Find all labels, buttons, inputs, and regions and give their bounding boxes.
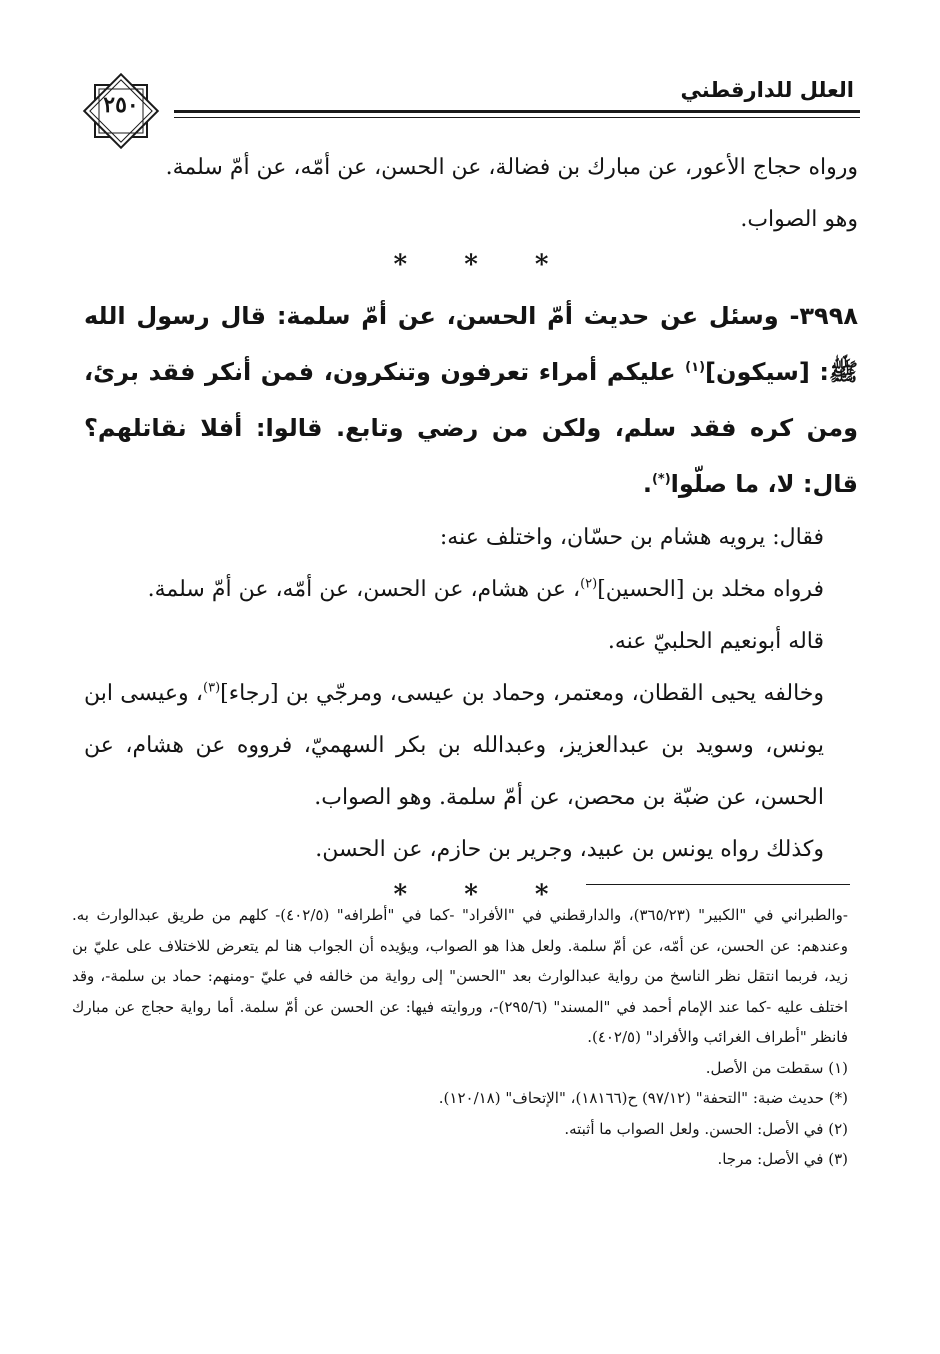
- footnote-ref: (١): [685, 360, 706, 375]
- paragraph-text: ، وعيسى ابن يونس، وسويد بن عبدالعزيز، وعبدالله بن بكر السهميّ، فرووه عن هشام، عن الحسن، عن ضبّة بن محصن، عن أمّ سلمة. وهو الصواب.: [84, 681, 824, 810]
- footnote-ref: (٣): [203, 680, 221, 696]
- footnote-ref: (٢): [580, 576, 598, 592]
- entry-text: .: [642, 470, 652, 498]
- paragraph: فقال: يرويه هشام بن حسّان، واختلف عنه:: [439, 525, 824, 550]
- entry-text: ٣٩٩٨- وسئل عن حديث أمّ الحسن، عن أمّ سلمة: قال رسول الله ﷺ: [سيكون]: [84, 302, 859, 386]
- footnote: (*) حديث ضبة: "التحفة" (٩٧/١٢) ح(١٨١٦٦)، "الإتحاف" (١٢٠/١٨).: [438, 1089, 848, 1107]
- footnotes: [72, 900, 848, 1175]
- paragraph: وكذلك رواه يونس بن عبيد، وجرير بن حازم، عن الحسن.: [315, 837, 824, 862]
- paragraph-text: فرواه مخلد بن [الحسين]: [597, 577, 824, 602]
- section-separator: * * *: [393, 250, 549, 280]
- page-number: ٢٥٠: [103, 92, 139, 118]
- footnote-continuation: -والطبراني في "الكبير" (٣٦٥/٢٣)، والدارقطني في "الأفراد" -كما في "أطرافه" (٤٠٢/٥)- كلهم من طريق عبدالوارث به. وعندهم: عن الحسن، عن أمّه، عن أمّ سلمة. ولعل هذا هو الصواب، ويؤيده أن الجواب هنا لم يتعرض للاختلاف على عليّ بن زيد، فربما انتقل نظر الناسخ من رواية عبدالوارث بعد "الحسن" إلى رواية من خالفه في عليّ -ومنهم: حماد بن سلمة-، وقد اختلف عليه -كما عند الإمام أحمد في "المسند" (٢٩٥/٦)-، وروايته فيها: عن الحسن عن أمّ سلمة. أما رواية حجاج عن مبارك فانظر "أطراف الغرائب والأفراد" (٤٠٢/٥).: [72, 906, 848, 1046]
- paragraph: قاله أبونعيم الحلبيّ عنه.: [607, 629, 824, 654]
- paragraph: [84, 564, 858, 616]
- footnote: (٢) في الأصل: الحسن. ولعل الصواب ما أثبته.: [564, 1119, 848, 1138]
- section-separator: * * *: [393, 880, 549, 910]
- header-rule-thin: [174, 117, 860, 118]
- paragraph: وهو الصواب.: [740, 207, 858, 232]
- page-header: [84, 72, 860, 128]
- footnote-divider: [586, 884, 850, 885]
- hadith-entry: [84, 288, 858, 512]
- footnote-ref: (*): [651, 472, 671, 487]
- running-title: العلل للدارقطني: [680, 78, 854, 102]
- entry-text: عليكم أمراء تعرفون وتنكرون، فمن أنكر فقد برئ، ومن كره فقد سلم، ولكن من رضي وتابع. قالوا: أفلا نقاتلهم؟ قال: لا، ما صلّوا: [84, 358, 858, 498]
- paragraph-text: وخالفه يحيى القطان، ومعتمر، وحماد بن عيسى، ومرجّي بن [رجاء]: [220, 681, 825, 706]
- paragraph: [84, 668, 858, 824]
- paragraph: ورواه حجاج الأعور، عن مبارك بن فضالة، عن الحسن، عن أمّه، عن أمّ سلمة.: [165, 155, 858, 180]
- main-text: [84, 142, 858, 918]
- footnote: (١) سقطت من الأصل.: [705, 1058, 848, 1077]
- paragraph-text: ، عن هشام، عن الحسن، عن أمّه، عن أمّ سلمة.: [147, 577, 581, 602]
- header-rule-thick: [174, 110, 860, 113]
- footnote: (٣) في الأصل: مرجا.: [717, 1150, 848, 1168]
